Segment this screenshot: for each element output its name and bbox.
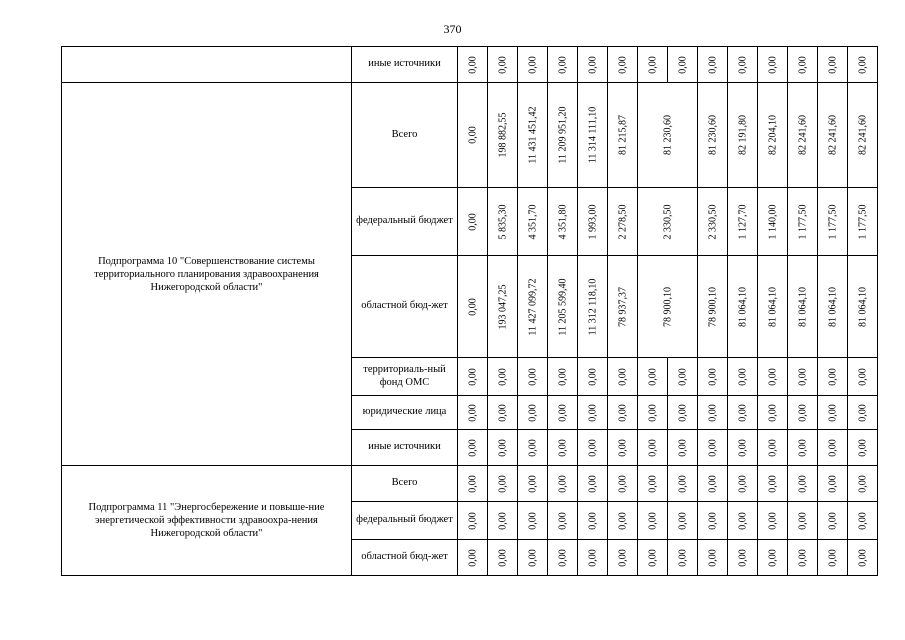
- value-cell: [488, 430, 518, 466]
- value-text: 0,00: [737, 367, 748, 386]
- value-text: 0,00: [527, 403, 538, 422]
- value-cell: [578, 502, 608, 540]
- value-text: 0,00: [737, 403, 748, 422]
- value-cell: [818, 540, 848, 576]
- value-cell: [518, 466, 548, 502]
- value-text: 0,00: [617, 511, 628, 530]
- value-cell: [788, 466, 818, 502]
- value-text: 0,00: [647, 55, 658, 74]
- value-cell: [668, 358, 698, 396]
- value-cell: [818, 430, 848, 466]
- value-text: 0,00: [587, 548, 598, 567]
- value-cell: [578, 430, 608, 466]
- value-text: 11 205 599,40: [557, 277, 568, 336]
- value-cell: [488, 396, 518, 430]
- value-cell: [488, 466, 518, 502]
- value-cell: [698, 256, 728, 358]
- value-text: 0,00: [677, 55, 688, 74]
- value-text: 0,00: [557, 548, 568, 567]
- value-text: 0,00: [857, 438, 868, 457]
- value-cell: [698, 430, 728, 466]
- value-cell: [758, 83, 788, 188]
- value-text: 0,00: [827, 474, 838, 493]
- funding-source-cell: юридические лица: [352, 396, 458, 430]
- value-cell: [548, 430, 578, 466]
- value-cell: [458, 358, 488, 396]
- value-text: 0,00: [617, 438, 628, 457]
- value-text: 2 330,50: [662, 204, 673, 239]
- value-text: 0,00: [677, 367, 688, 386]
- value-cell: [548, 466, 578, 502]
- value-cell: [638, 358, 668, 396]
- value-cell: [788, 502, 818, 540]
- value-cell: [728, 358, 758, 396]
- value-cell: [848, 430, 878, 466]
- value-cell: [728, 502, 758, 540]
- value-text: 0,00: [767, 548, 778, 567]
- value-text: 0,00: [857, 474, 868, 493]
- value-text: 0,00: [527, 474, 538, 493]
- value-text: 0,00: [677, 403, 688, 422]
- value-cell: [518, 540, 548, 576]
- value-cell: [458, 540, 488, 576]
- value-text: 4 351,70: [527, 204, 538, 239]
- value-cell: [758, 256, 788, 358]
- value-cell: [668, 47, 698, 83]
- value-cell: [608, 466, 638, 502]
- value-cell: [818, 358, 848, 396]
- value-text: 0,00: [827, 367, 838, 386]
- value-text: 0,00: [557, 438, 568, 457]
- value-text: 0,00: [857, 55, 868, 74]
- value-text: 0,00: [797, 511, 808, 530]
- value-cell: [848, 256, 878, 358]
- value-cell: [578, 83, 608, 188]
- funding-source-cell: иные источники: [352, 430, 458, 466]
- value-text: 0,00: [497, 474, 508, 493]
- value-text: 0,00: [737, 474, 748, 493]
- value-cell: [698, 396, 728, 430]
- value-cell: [758, 47, 788, 83]
- value-text: 0,00: [497, 367, 508, 386]
- value-text: 0,00: [467, 511, 478, 530]
- value-text: 0,00: [467, 438, 478, 457]
- value-cell: [788, 47, 818, 83]
- value-text: 0,00: [767, 438, 778, 457]
- value-cell: [638, 502, 668, 540]
- value-cell: [518, 358, 548, 396]
- value-text: 0,00: [827, 511, 838, 530]
- value-text: 1 177,50: [827, 204, 838, 239]
- value-cell: [608, 502, 638, 540]
- value-cell: [488, 47, 518, 83]
- value-cell: [458, 502, 488, 540]
- value-text: 0,00: [557, 511, 568, 530]
- value-cell: [578, 396, 608, 430]
- value-cell: [608, 47, 638, 83]
- value-cell: [698, 47, 728, 83]
- value-text: 82 204,10: [767, 115, 778, 155]
- value-cell: [818, 83, 848, 188]
- value-cell: [788, 430, 818, 466]
- value-cell: [758, 358, 788, 396]
- value-text: 0,00: [587, 438, 598, 457]
- value-cell: [668, 540, 698, 576]
- value-cell: [608, 396, 638, 430]
- value-cell: [758, 188, 788, 256]
- value-text: 0,00: [647, 511, 658, 530]
- value-text: 11 431 451,42: [527, 106, 538, 164]
- value-text: 5 835,30: [497, 204, 508, 239]
- value-cell: [488, 540, 518, 576]
- value-cell: [788, 256, 818, 358]
- value-cell: [518, 188, 548, 256]
- value-text: 0,00: [677, 548, 688, 567]
- value-cell: [518, 47, 548, 83]
- value-cell: [638, 47, 668, 83]
- value-cell: [488, 188, 518, 256]
- value-cell: [728, 540, 758, 576]
- value-text: 81 230,60: [707, 115, 718, 155]
- value-cell: [488, 256, 518, 358]
- value-text: 2 278,50: [617, 204, 628, 239]
- value-text: 0,00: [587, 474, 598, 493]
- value-text: 0,00: [827, 403, 838, 422]
- value-cell: [518, 502, 548, 540]
- value-cell: [458, 83, 488, 188]
- value-cell: [638, 396, 668, 430]
- value-cell: [788, 188, 818, 256]
- value-cell: [848, 396, 878, 430]
- value-text: 81 064,10: [767, 286, 778, 327]
- value-text: 0,00: [707, 438, 718, 457]
- value-text: 1 177,50: [857, 204, 868, 239]
- value-cell: [668, 396, 698, 430]
- value-text: 0,00: [647, 474, 658, 493]
- value-cell: [818, 47, 848, 83]
- value-text: 0,00: [677, 474, 688, 493]
- value-text: 0,00: [647, 438, 658, 457]
- value-text: 0,00: [857, 367, 868, 386]
- value-text: 0,00: [707, 367, 718, 386]
- value-text: 0,00: [587, 55, 598, 74]
- value-text: 11 209 951,20: [557, 106, 568, 164]
- value-cell: [728, 188, 758, 256]
- value-cell: [758, 502, 788, 540]
- funding-source-cell: Всего: [352, 83, 458, 188]
- value-text: 193 047,25: [497, 284, 508, 329]
- value-cell: [698, 502, 728, 540]
- value-cell: [518, 83, 548, 188]
- value-text: 0,00: [767, 367, 778, 386]
- value-cell: [488, 502, 518, 540]
- value-text: 81 064,10: [857, 286, 868, 327]
- value-text: 1 993,00: [587, 204, 598, 239]
- value-text: 0,00: [497, 548, 508, 567]
- value-cell: [458, 466, 488, 502]
- value-text: 0,00: [797, 403, 808, 422]
- value-text: 0,00: [497, 403, 508, 422]
- value-text: 11 427 099,72: [527, 277, 538, 336]
- value-cell: [698, 188, 728, 256]
- value-cell: [608, 540, 638, 576]
- value-cell: [638, 188, 698, 256]
- value-text: 0,00: [467, 55, 478, 74]
- value-text: 0,00: [527, 548, 538, 567]
- funding-source-cell: областной бюд-жет: [352, 256, 458, 358]
- program-name-cell: Подпрограмма 10 "Совершенствование системы территориального планирования здравоохранения Нижегородской области": [62, 83, 352, 466]
- value-cell: [458, 430, 488, 466]
- value-text: 0,00: [467, 367, 478, 386]
- value-text: 78 900,10: [707, 286, 718, 327]
- value-cell: [728, 430, 758, 466]
- value-text: 0,00: [677, 438, 688, 457]
- value-text: 81 064,10: [737, 286, 748, 327]
- program-name-cell: [62, 47, 352, 83]
- value-cell: [578, 47, 608, 83]
- value-cell: [698, 466, 728, 502]
- value-text: 0,00: [797, 367, 808, 386]
- value-cell: [548, 83, 578, 188]
- value-text: 0,00: [767, 511, 778, 530]
- value-text: 0,00: [527, 511, 538, 530]
- value-text: 0,00: [557, 55, 568, 74]
- value-text: 0,00: [467, 403, 478, 422]
- value-text: 1 177,50: [797, 204, 808, 239]
- value-text: 1 140,00: [767, 204, 778, 239]
- value-cell: [488, 358, 518, 396]
- value-text: 0,00: [617, 474, 628, 493]
- value-text: 0,00: [647, 367, 658, 386]
- value-text: 0,00: [737, 438, 748, 457]
- value-cell: [728, 47, 758, 83]
- value-text: 0,00: [467, 212, 478, 231]
- value-text: 0,00: [467, 474, 478, 493]
- value-text: 198 882,55: [497, 112, 508, 158]
- funding-source-cell: федеральный бюджет: [352, 502, 458, 540]
- value-text: 0,00: [677, 511, 688, 530]
- value-text: 0,00: [497, 511, 508, 530]
- value-text: 0,00: [467, 548, 478, 567]
- value-text: 0,00: [647, 403, 658, 422]
- value-cell: [728, 83, 758, 188]
- value-text: 82 191,80: [737, 115, 748, 155]
- value-cell: [848, 466, 878, 502]
- table-body: [62, 47, 878, 576]
- value-text: 0,00: [527, 367, 538, 386]
- value-text: 81 064,10: [797, 286, 808, 327]
- value-cell: [638, 256, 698, 358]
- value-cell: [548, 188, 578, 256]
- value-text: 82 241,60: [797, 115, 808, 155]
- value-text: 0,00: [587, 511, 598, 530]
- value-cell: [728, 256, 758, 358]
- value-text: 0,00: [737, 548, 748, 567]
- value-text: 0,00: [707, 55, 718, 74]
- value-cell: [458, 188, 488, 256]
- value-text: 2 330,50: [707, 204, 718, 239]
- value-text: 0,00: [527, 55, 538, 74]
- value-text: 82 241,60: [857, 115, 868, 155]
- value-text: 0,00: [827, 55, 838, 74]
- funding-source-cell: Всего: [352, 466, 458, 502]
- value-cell: [458, 256, 488, 358]
- value-cell: [518, 396, 548, 430]
- value-cell: [728, 466, 758, 502]
- value-cell: [818, 256, 848, 358]
- value-text: 82 241,60: [827, 115, 838, 155]
- value-cell: [848, 502, 878, 540]
- value-cell: [668, 502, 698, 540]
- page-number: 370: [443, 22, 462, 36]
- value-text: 0,00: [467, 126, 478, 144]
- value-text: 0,00: [557, 367, 568, 386]
- value-cell: [848, 540, 878, 576]
- value-cell: [758, 466, 788, 502]
- value-text: 0,00: [767, 474, 778, 493]
- value-text: 0,00: [767, 403, 778, 422]
- value-cell: [818, 466, 848, 502]
- value-cell: [488, 83, 518, 188]
- value-text: 0,00: [857, 403, 868, 422]
- value-cell: [458, 396, 488, 430]
- value-cell: [818, 502, 848, 540]
- value-text: 0,00: [587, 403, 598, 422]
- value-cell: [788, 396, 818, 430]
- value-text: 81 215,87: [617, 115, 628, 155]
- value-text: 0,00: [767, 55, 778, 74]
- value-text: 0,00: [617, 548, 628, 567]
- value-text: 0,00: [587, 367, 598, 386]
- value-text: 78 937,37: [617, 286, 628, 327]
- value-text: 0,00: [797, 474, 808, 493]
- value-text: 0,00: [707, 511, 718, 530]
- value-text: 0,00: [497, 55, 508, 74]
- value-text: 78 900,10: [662, 286, 673, 327]
- value-cell: [548, 47, 578, 83]
- value-cell: [608, 358, 638, 396]
- value-text: 0,00: [467, 297, 478, 316]
- value-cell: [638, 540, 668, 576]
- value-cell: [548, 502, 578, 540]
- value-text: 0,00: [707, 403, 718, 422]
- table-row: [62, 47, 878, 83]
- value-cell: [638, 83, 698, 188]
- value-cell: [848, 47, 878, 83]
- value-cell: [788, 358, 818, 396]
- value-cell: [578, 188, 608, 256]
- value-cell: [608, 256, 638, 358]
- value-cell: [848, 188, 878, 256]
- value-cell: [578, 540, 608, 576]
- value-text: 1 127,70: [737, 204, 748, 239]
- value-cell: [608, 430, 638, 466]
- value-cell: [458, 47, 488, 83]
- value-cell: [578, 256, 608, 358]
- value-cell: [848, 83, 878, 188]
- table-row: [62, 466, 878, 502]
- value-cell: [548, 396, 578, 430]
- value-cell: [668, 466, 698, 502]
- value-cell: [818, 396, 848, 430]
- value-text: 0,00: [857, 548, 868, 567]
- value-cell: [548, 358, 578, 396]
- table-row: [62, 83, 878, 188]
- value-cell: [758, 430, 788, 466]
- value-cell: [758, 396, 788, 430]
- value-text: 0,00: [557, 403, 568, 422]
- value-cell: [698, 83, 728, 188]
- value-text: 0,00: [797, 548, 808, 567]
- value-cell: [578, 466, 608, 502]
- value-cell: [518, 256, 548, 358]
- value-text: 0,00: [527, 438, 538, 457]
- program-name-cell: Подпрограмма 11 "Энергосбережение и повыше-ние энергетической эффективности здравоохра-нения Нижегородской области": [62, 466, 352, 576]
- value-cell: [818, 188, 848, 256]
- value-text: 0,00: [737, 55, 748, 74]
- value-cell: [608, 83, 638, 188]
- funding-source-cell: иные источники: [352, 47, 458, 83]
- value-text: 11 312 118,10: [587, 278, 598, 335]
- value-text: 0,00: [647, 548, 658, 567]
- value-text: 81 064,10: [827, 286, 838, 327]
- value-cell: [788, 83, 818, 188]
- value-text: 0,00: [827, 438, 838, 457]
- value-cell: [608, 188, 638, 256]
- value-text: 0,00: [797, 438, 808, 457]
- value-cell: [668, 430, 698, 466]
- value-cell: [548, 256, 578, 358]
- value-cell: [698, 358, 728, 396]
- funding-source-cell: федеральный бюджет: [352, 188, 458, 256]
- value-text: 0,00: [557, 474, 568, 493]
- budget-table: [61, 46, 878, 576]
- value-text: 81 230,60: [662, 115, 673, 155]
- value-text: 0,00: [797, 55, 808, 74]
- value-cell: [788, 540, 818, 576]
- value-cell: [638, 466, 668, 502]
- value-cell: [548, 540, 578, 576]
- value-text: 0,00: [497, 438, 508, 457]
- value-text: 0,00: [707, 474, 718, 493]
- value-text: 0,00: [617, 55, 628, 74]
- funding-source-cell: областной бюд-жет: [352, 540, 458, 576]
- value-text: 11 314 111,10: [587, 106, 598, 164]
- value-cell: [518, 430, 548, 466]
- value-text: 0,00: [617, 367, 628, 386]
- value-text: 0,00: [617, 403, 628, 422]
- value-text: 0,00: [737, 511, 748, 530]
- value-cell: [578, 358, 608, 396]
- value-text: 4 351,80: [557, 204, 568, 239]
- value-cell: [848, 358, 878, 396]
- value-cell: [758, 540, 788, 576]
- value-text: 0,00: [827, 548, 838, 567]
- value-cell: [698, 540, 728, 576]
- value-text: 0,00: [857, 511, 868, 530]
- value-cell: [728, 396, 758, 430]
- value-cell: [638, 430, 668, 466]
- funding-source-cell: территориаль-ный фонд ОМС: [352, 358, 458, 396]
- value-text: 0,00: [707, 548, 718, 567]
